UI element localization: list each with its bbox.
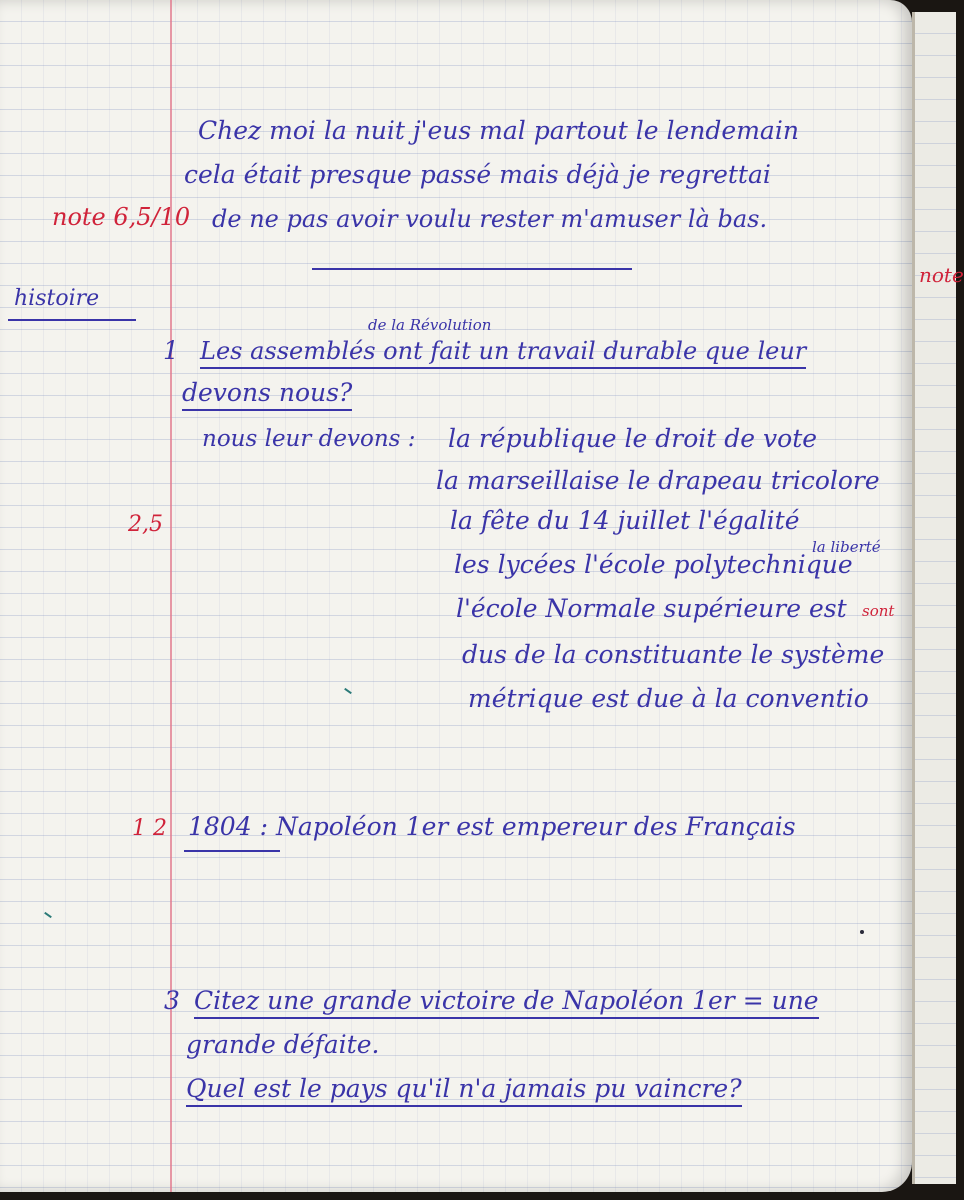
- answer-1-line: la république le droit de vote: [448, 424, 818, 453]
- section-separator: [312, 268, 632, 270]
- question-3-number: 3: [164, 986, 180, 1015]
- answer-1-line: les lycées l'école polytechnique: [454, 550, 853, 579]
- ink-mark: [44, 912, 52, 918]
- section-title-underline: [8, 319, 136, 321]
- question-2-text: 1804 : Napoléon 1er est empereur des Français: [188, 812, 796, 841]
- section-title: histoire: [14, 286, 100, 311]
- teacher-insert-revolution: de la Révolution: [368, 316, 492, 334]
- grade-note: note 6,5/10: [52, 203, 191, 231]
- next-page-note: note: [919, 263, 964, 287]
- teacher-correction-sont: sont: [862, 602, 895, 620]
- paragraph-line-2: cela était presque passé mais déjà je regrettai: [184, 160, 771, 189]
- answer-1-line: métrique est due à la conventio: [468, 684, 869, 713]
- date-underline: [184, 850, 280, 852]
- score-question-1: 2,5: [128, 512, 163, 537]
- answer-1-line: la fête du 14 juillet l'égalité: [450, 506, 800, 535]
- question-2-number: 1 2: [132, 816, 167, 841]
- ink-dot: [860, 930, 864, 934]
- ink-mark: [344, 688, 352, 694]
- question-1-line-2: devons nous?: [182, 378, 352, 411]
- next-page-edge: [912, 12, 964, 1184]
- answer-1-line: la marseillaise le drapeau tricolore: [436, 466, 880, 495]
- teacher-insert-liberte: la liberté: [812, 538, 881, 556]
- answer-1-line: dus de la constituante le système: [462, 640, 885, 669]
- answer-1-intro: nous leur devons :: [202, 426, 416, 452]
- question-3-line-2: grande défaite.: [186, 1030, 380, 1059]
- paragraph-line-3: de ne pas avoir voulu rester m'amuser là bas.: [212, 205, 768, 233]
- question-1-number: 1: [163, 336, 179, 365]
- question-3-line-1: Citez une grande victoire de Napoléon 1er = une: [194, 986, 819, 1019]
- paragraph-line-1: Chez moi la nuit j'eus mal partout le lendemain: [198, 116, 799, 145]
- question-1-line-1: Les assemblés ont fait un travail durable que leur: [200, 336, 806, 369]
- answer-1-line: l'école Normale supérieure est: [456, 594, 847, 623]
- question-3-line-3: Quel est le pays qu'il n'a jamais pu vaincre?: [186, 1074, 742, 1107]
